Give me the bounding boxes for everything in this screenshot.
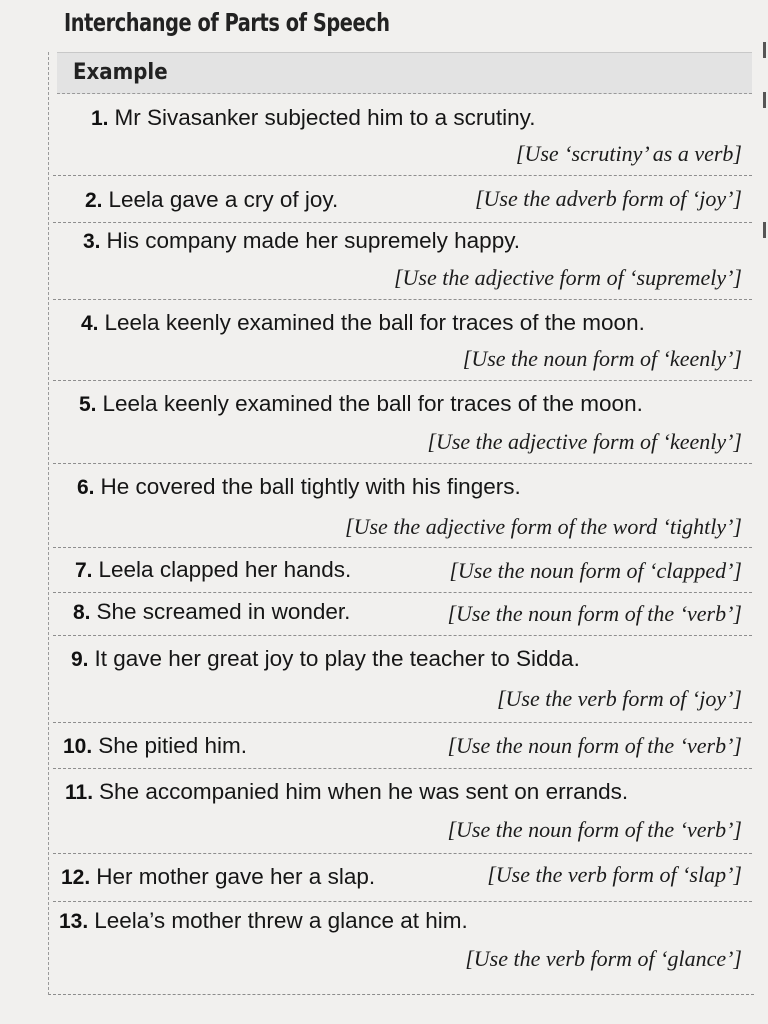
exercise-sentence [65,779,628,805]
page-edge-mark [763,222,766,238]
exercise-sentence [83,228,520,254]
exercise-number: 13. [59,910,89,933]
exercise-sentence [91,105,536,131]
exercise-row-1 [53,93,752,176]
sentence-text: Leela keenly examined the ball for traces of the moon. [102,391,643,416]
exercise-hint: [Use the noun form of the ‘verb’] [447,601,742,626]
exercise-number: 11. [65,781,94,804]
exercise-row-4 [53,300,752,381]
exercise-hint: [Use the verb form of ‘joy’] [496,686,742,711]
exercise-number: 2. [85,189,103,212]
exercise-hint: [Use the adjective form of the word ‘tightly’] [345,514,742,539]
exercise-sentence [73,599,350,625]
exercise-row-8 [53,593,752,636]
sentence-text: Her mother gave her a slap. [96,864,376,889]
page-edge-mark [763,92,766,108]
sentence-text: It gave her great joy to play the teacher to Sidda. [94,646,580,671]
exercise-row-13 [53,902,752,992]
sentence-text: Leela gave a cry of joy. [108,187,339,212]
exercise-hint: [Use the noun form of the ‘verb’] [447,733,742,758]
exercise-sentence [77,474,521,500]
sentence-text: Mr Sivasanker subjected him to a scrutiny. [114,105,536,130]
exercise-number: 4. [81,312,99,335]
exercise-sentence [81,310,645,336]
sentence-text: Leela clapped her hands. [98,557,352,582]
exercise-number: 1. [91,107,109,130]
sentence-text: She accompanied him when he was sent on errands. [99,779,629,804]
exercise-sentence [63,733,247,759]
sentence-text: She pitied him. [98,733,248,758]
exercise-row-5 [53,381,752,464]
exercise-hint: [Use the noun form of the ‘verb’] [447,817,742,842]
exercise-hint: [Use the adverb form of ‘joy’] [474,186,742,211]
exercise-number: 8. [73,601,91,624]
exercise-number: 3. [83,230,101,253]
exercise-hint: [Use the verb form of ‘glance’] [465,946,742,971]
exercise-number: 7. [75,559,93,582]
exercise-number: 12. [61,866,91,889]
exercise-hint: [Use the noun form of ‘keenly’] [462,346,742,371]
sentence-text: His company made her supremely happy. [106,228,521,253]
exercise-number: 10. [63,735,93,758]
exercise-row-10 [53,723,752,769]
table-header-label: Example [73,60,168,85]
exercise-sentence [85,187,338,213]
exercise-row-2 [53,176,752,223]
exercise-hint: [Use the verb form of ‘slap’] [487,862,742,887]
exercise-row-7 [53,548,752,593]
exercise-row-6 [53,464,752,548]
exercise-hint: [Use the noun form of ‘clapped’] [449,558,742,583]
exercise-sentence [75,557,351,583]
sentence-text: Leela’s mother threw a glance at him. [94,908,468,933]
exercise-hint: [Use the adjective form of ‘keenly’] [427,429,742,454]
exercise-row-9 [53,636,752,723]
sentence-text: She screamed in wonder. [96,599,351,624]
exercise-number: 5. [79,393,97,416]
exercise-number: 6. [77,476,95,499]
exercise-row-12 [53,854,752,902]
exercise-row-3 [53,223,752,300]
exercise-sentence [61,864,375,890]
sentence-text: He covered the ball tightly with his fingers. [100,474,521,499]
page-title: Interchange of Parts of Speech [64,8,390,37]
exercise-sentence [59,908,468,934]
exercise-hint: [Use the adjective form of ‘supremely’] [393,265,742,290]
exercise-sentence [71,646,580,672]
page-edge-mark [763,42,766,58]
exercise-row-11 [53,769,752,854]
exercise-number: 9. [71,648,89,671]
exercise-table [48,52,754,995]
sentence-text: Leela keenly examined the ball for traces of the moon. [104,310,645,335]
table-header [57,52,752,94]
exercise-sentence [79,391,643,417]
exercise-hint: [Use ‘scrutiny’ as a verb] [515,141,742,166]
